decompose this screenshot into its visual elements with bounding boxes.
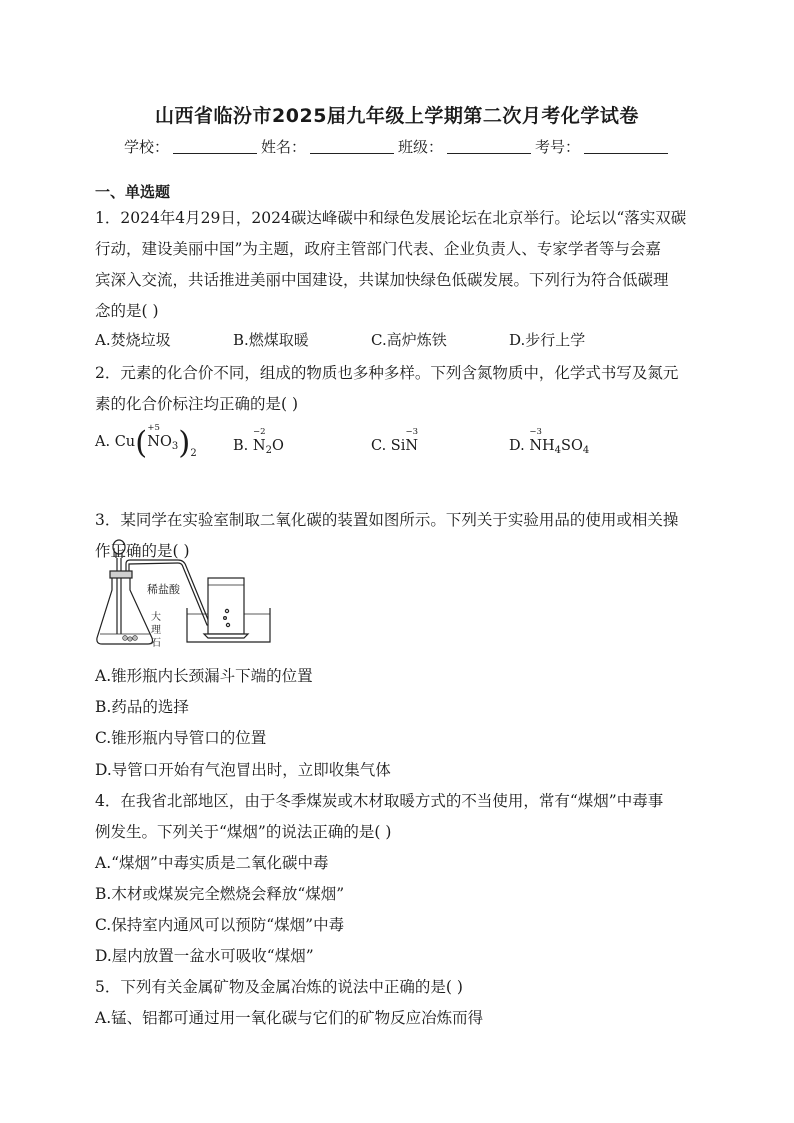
class-label: 班级： (398, 138, 444, 156)
q1-line-3: 宾深入交流，共话推进美丽中国建设，共谋加快绿色低碳发展。下列行为符合低碳理 (95, 271, 669, 289)
name-label: 姓名： (261, 138, 307, 156)
q1-line-1: 1．2024年4月29日，2024碳达峰碳中和绿色发展论坛在北京举行。论坛以“落实双碳 (95, 209, 687, 227)
funnel-bulb (113, 540, 125, 554)
q2-option-b[interactable]: B. −2 $N_2O$ (233, 427, 284, 456)
exam-title: 山西省临汾市2025届九年级上学期第二次月考化学试卷 (155, 105, 639, 127)
left-paren: ( (135, 425, 148, 461)
q2-option-a[interactable]: A. Cu( +5 $NO_3)_2$ (95, 423, 197, 461)
q3-option-a[interactable]: A.锥形瓶内长颈漏斗下端的位置 (95, 667, 313, 685)
q3-line-1: 3．某同学在实验室制取二氧化碳的装置如图所示。下列关于实验用品的使用或相关操 (95, 511, 679, 529)
q3-option-c[interactable]: C.锥形瓶内导管口的位置 (95, 729, 267, 747)
funnel-tube (117, 558, 121, 634)
q2-option-d[interactable]: D. −3 $NH_4SO_4$ (509, 427, 590, 456)
number-label: 考号： (535, 138, 581, 156)
q3-option-d[interactable]: D.导管口开始有气泡冒出时，立即收集气体 (95, 761, 391, 779)
q3-option-b[interactable]: B.药品的选择 (95, 698, 189, 716)
stone-label-2: 理 (151, 625, 161, 636)
q2-line-1: 2．元素的化合价不同，组成的物质也多种多样。下列含氮物质中，化学式书写及氮元 (95, 364, 679, 382)
q5-option-a[interactable]: A.锰、铝都可通过用一氧化碳与它们的矿物反应冶炼而得 (95, 1009, 484, 1027)
name-blank[interactable] (310, 139, 394, 154)
co2-apparatus-figure (94, 538, 274, 654)
q3-line-2: 作正确的是( ) (95, 542, 190, 560)
q4-line-2: 例发生。下列关于“煤烟”的说法正确的是( ) (95, 823, 392, 841)
q4-option-c[interactable]: C.保持室内通风可以预防“煤烟”中毒 (95, 916, 345, 934)
q4-option-b[interactable]: B.木材或煤炭完全燃烧会释放“煤烟” (95, 885, 345, 903)
acid-label: 稀盐酸 (147, 583, 180, 596)
q1-option-d[interactable]: D.步行上学 (509, 331, 586, 349)
q5-line-1: 5．下列有关金属矿物及金属冶炼的说法中正确的是( ) (95, 978, 463, 996)
q2-option-c[interactable]: C. Si −3 N (371, 427, 419, 454)
q4-option-d[interactable]: D.屋内放置一盆水可吸收“煤烟” (95, 947, 314, 965)
q1-options (95, 329, 695, 349)
q1-option-b[interactable]: B.燃煤取暖 (233, 331, 309, 349)
q2-line-2: 素的化合价标注均正确的是( ) (95, 395, 299, 413)
school-label: 学校： (124, 138, 170, 156)
right-paren: ) (178, 425, 191, 461)
q4-option-a[interactable]: A.“煤烟”中毒实质是二氧化碳中毒 (95, 854, 329, 872)
section-heading: 一、单选题 (95, 183, 171, 201)
q1-option-c[interactable]: C.高炉炼铁 (371, 331, 447, 349)
class-blank[interactable] (447, 139, 531, 154)
school-blank[interactable] (173, 139, 257, 154)
rubber-stopper (110, 571, 132, 578)
q4-line-1: 4．在我省北部地区，由于冬季煤炭或木材取暖方式的不当使用，常有“煤烟”中毒事 (95, 792, 664, 810)
q1-option-a[interactable]: A.焚烧垃圾 (95, 331, 171, 349)
stone-label-3: 石 (151, 638, 161, 649)
q1-line-4: 念的是( ) (95, 302, 159, 320)
stone-label-1: 大 (151, 612, 161, 623)
student-info-line (124, 136, 672, 157)
q1-line-2: 行动，建设美丽中国”为主题，政府主管部门代表、企业负责人、专家学者等与会嘉 (95, 240, 661, 258)
number-blank[interactable] (584, 139, 668, 154)
